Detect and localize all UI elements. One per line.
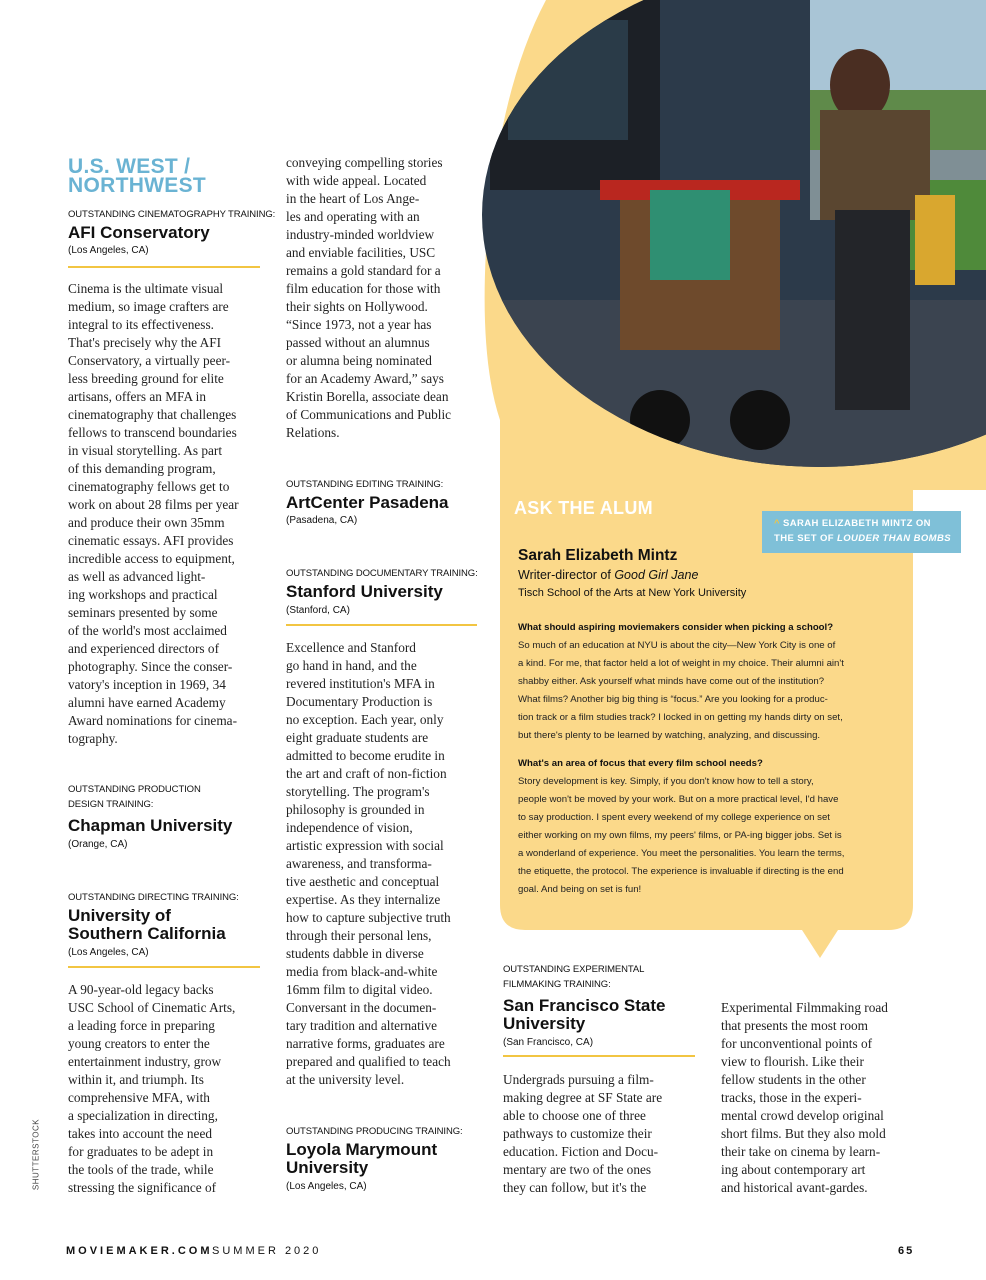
- sfsu-body: Undergrads pursuing a film- making degree at SF State are able to choose one of three pathways to customize their education. Fiction and Docu- mentary are two of the ones they can follow, but it's the: [503, 1072, 663, 1195]
- footer-issue: SUMMER 2020: [212, 1245, 322, 1257]
- alum-question-2: What's an area of focus that every film school needs?: [518, 758, 763, 769]
- lmu-location: (Los Angeles, CA): [286, 1181, 367, 1192]
- afi-school-name: AFI Conservatory: [68, 223, 210, 242]
- lmu-school-name: Loyola Marymount University: [286, 1140, 438, 1177]
- stanford-school-name: Stanford University: [286, 582, 443, 601]
- sfsu-location: (San Francisco, CA): [503, 1037, 594, 1048]
- afi-category: OUTSTANDING CINEMATOGRAPHY TRAINING:: [68, 209, 276, 220]
- stanford-body: Excellence and Stanford go hand in hand, and the revered institution's MFA in Documentary Production is no exception. Each year, only eight graduate students are admitted to become erudite in the art and craft of non-fiction storytelling. The program's philosophy is grounded in independence of vision, artistic expression with social awareness, and transforma- tive aesthetic and conceptual expertise. As they internalize how to capture subjective truth through their personal lens, students dabble in diverse media from black-and-white 16mm film to digital video. Conversant in the documen- tary tradition and alternative narrative forms, graduates are prepared and qualified to teach at the university level.: [286, 640, 451, 1087]
- chapman-category: OUTSTANDING PRODUCTION DESIGN TRAINING:: [68, 784, 201, 810]
- sfsu-school-name: San Francisco State University: [503, 996, 666, 1033]
- photo-caption: ^ SARAH ELIZABETH MINTZ ON THE SET OF LOUDER THAN BOMBS: [762, 511, 961, 553]
- alum-answer-1: So much of an education at NYU is about the city—New York City is one of a kind. For me, that factor held a lot of weight in my choice. Their alumni ain't shabby either. Ask yourself what minds have come out of the institution? What films? Another big big thing is “focus.” Are you looking for a produc- tion track or a film studies track? I locked in on getting my hands dirty on set, but there's plenty to be learned by watching, analyzing, and discussing.: [518, 640, 844, 741]
- alum-heading: ASK THE ALUM: [514, 498, 653, 518]
- usc-location: (Los Angeles, CA): [68, 947, 149, 958]
- alum-question-1: What should aspiring moviemakers consider when picking a school?: [518, 622, 834, 633]
- chapman-location: (Orange, CA): [68, 839, 128, 850]
- usc-divider: [68, 966, 260, 968]
- afi-body: Cinema is the ultimate visual medium, so image crafters are integral to its effectiveness. That's precisely why the AFI Conservatory, a virtually peer- less breeding ground for elite artisans, offers an MFA in cinematography that challenges fellows to transcend boundaries in visual storytelling. As part of this demanding program, cinematography fellows get to work on about 28 films per year and produce their own 35mm cinematic essays. AFI provides incredible access to equipment, as well as advanced light- ing workshops and practical seminars presented by some of the world's most acclaimed and experienced directors of photography. Since the conser- vatory's inception in 1969, 34 alumni have earned Academy Award nominations for cinema- tography.: [68, 281, 239, 746]
- alum-school: Tisch School of the Arts at New York University: [518, 587, 747, 599]
- usc-school-name: University of Southern California: [68, 906, 226, 943]
- artcenter-school-name: ArtCenter Pasadena: [286, 493, 449, 512]
- artcenter-category: OUTSTANDING EDITING TRAINING:: [286, 479, 444, 490]
- stanford-location: (Stanford, CA): [286, 605, 350, 616]
- alum-name: Sarah Elizabeth Mintz: [518, 547, 678, 564]
- afi-divider: [68, 266, 260, 268]
- stanford-divider: [286, 624, 477, 626]
- footer-magazine: MOVIEMAKER.COM: [66, 1245, 213, 1257]
- sfsu-divider: [503, 1055, 695, 1057]
- photo-credit: SHUTTERSTOCK: [31, 1118, 41, 1191]
- alum-role: Writer-director of Good Girl Jane: [518, 568, 699, 582]
- usc-body-continued: conveying compelling stories with wide appeal. Located in the heart of Los Ange- les and operating with an industry-minded worldview and enviable facilities, USC remains a gold standard for a film education for those with their sights on Hollywood. “Since 1973, not a year has passed without an alumnus or alumna being nominated for an Academy Award,” says Kristin Borella, associate dean of Communications and Public Relations.: [286, 155, 452, 440]
- page-number: 65: [898, 1245, 915, 1257]
- usc-category: OUTSTANDING DIRECTING TRAINING:: [68, 892, 239, 903]
- alum-photo: [480, 0, 986, 470]
- sfsu-body-continued: Experimental Filmmaking road that presents the most room for unconventional points of view to flourish. Like their fellow students in the other tracks, those in the experi- mental crowd develop original short films. But they also mold their take on cinema by learn- ing about contemporary art and historical avant-gardes.: [721, 1000, 888, 1195]
- chapman-school-name: Chapman University: [68, 816, 233, 835]
- alum-answer-2: Story development is key. Simply, if you don't know how to tell a story, people won't be moved by your work. But on a more practical level, I'd have to say production. I spent every weekend of my college experience on set either working on my own films, my peers' films, or PA-ing bigger jobs. Set is a wonderland of experience. You meet the personalities. You learn the terms, the etiquette, the protocol. The experience is invaluable if directing is the end goal. And being on set is fun!: [518, 776, 845, 895]
- usc-body: A 90-year-old legacy backs USC School of Cinematic Arts, a leading force in preparing young creators to enter the entertainment industry, grow within it, and triumph. Its comprehensive MFA, with a specialization in directing, takes into account the need for graduates to be adept in the tools of the trade, while stressing the significance of: [68, 982, 236, 1195]
- artcenter-location: (Pasadena, CA): [286, 515, 358, 526]
- stanford-category: OUTSTANDING DOCUMENTARY TRAINING:: [286, 568, 478, 579]
- sfsu-category: OUTSTANDING EXPERIMENTAL FILMMAKING TRAINING:: [503, 964, 645, 990]
- afi-location: (Los Angeles, CA): [68, 245, 149, 256]
- section-title: U.S. WEST / NORTHWEST: [68, 155, 207, 197]
- lmu-category: OUTSTANDING PRODUCING TRAINING:: [286, 1126, 463, 1137]
- caption-arrow-icon: ^: [774, 518, 780, 529]
